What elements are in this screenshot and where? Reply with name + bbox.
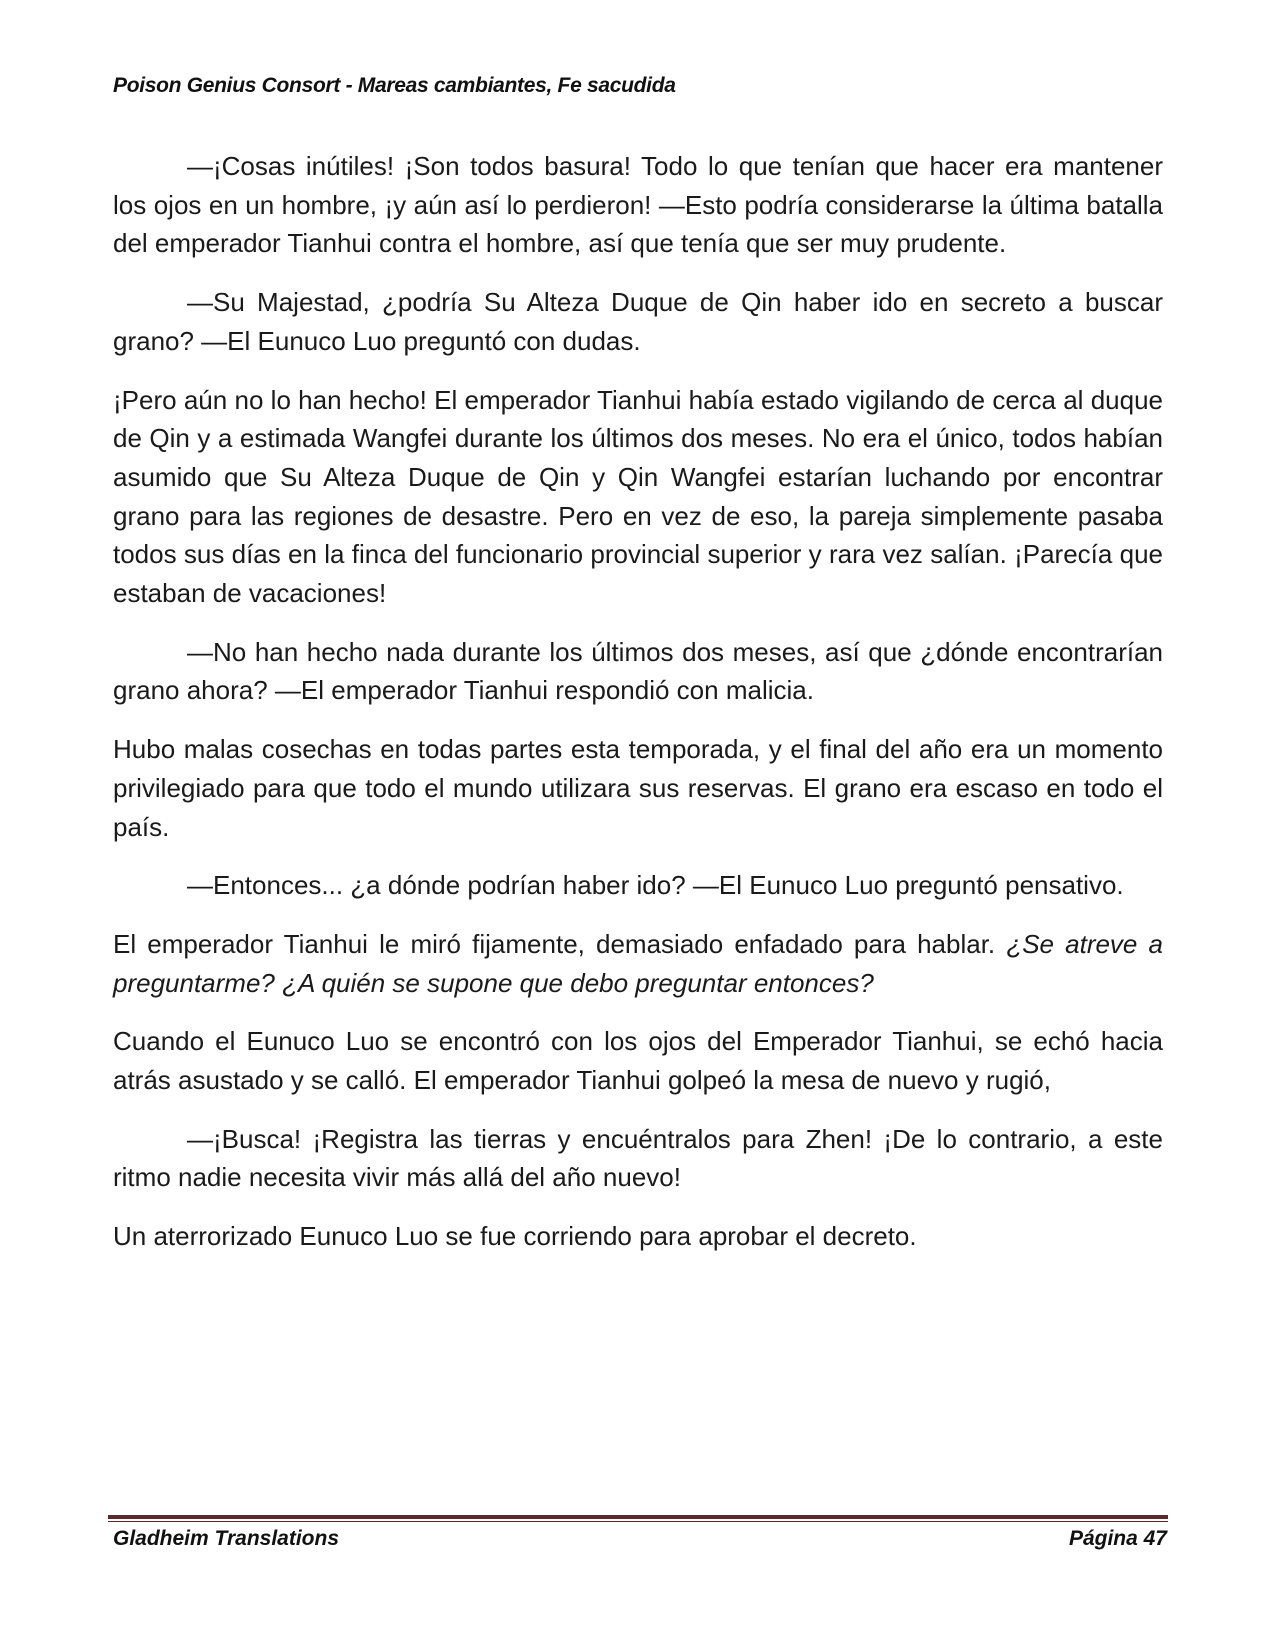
footer-translator-name: Gladheim Translations (113, 1527, 340, 1550)
paragraph-9: —¡Busca! ¡Registra las tierras y encuéntralos para Zhen! ¡De lo contrario, a este ritmo nadie necesita vivir más allá del año nuevo! (113, 1123, 1163, 1193)
paragraph-4: —No han hecho nada durante los últimos dos meses, así que ¿dónde encontrarían grano ahora? —El emperador Tianhui respondió con malicia. (113, 636, 1163, 706)
paragraph-5: Hubo malas cosechas en todas partes esta temporada, y el final del año era un momento privilegiado para que todo el mundo utilizara sus reservas. El grano era escaso en todo el país. (113, 734, 1163, 842)
paragraph-7 (113, 925, 1163, 1002)
paragraph-2: —Su Majestad, ¿podría Su Alteza Duque de Qin haber ido en secreto a buscar grano? —El Eunuco Luo preguntó con dudas. (113, 287, 1163, 356)
footer-divider-thin (108, 1521, 1168, 1522)
paragraph-10: Un aterrorizado Eunuco Luo se fue corriendo para aprobar el decreto. (113, 1221, 917, 1252)
footer-page-number: Página 47 (1068, 1527, 1167, 1550)
paragraph-1: —¡Cosas inútiles! ¡Son todos basura! Todo lo que tenían que hacer era mantener los ojos en un hombre, ¡y aún así lo perdieron! —Esto podría considerarse la última batalla del emperador Tianhui contra el hombre, así que tenía que ser muy prudente. (113, 151, 1163, 259)
footer-divider-thick (108, 1515, 1168, 1519)
paragraph-3: ¡Pero aún no lo han hecho! El emperador Tianhui había estado vigilando de cerca al duque de Qin y a estimada Wangfei durante los últimos dos meses. No era el único, todos habían asumido que Su Alteza Duque de Qin y Qin Wangfei estarían luchando por encontrar grano para las regiones de desastre. Pero en vez de eso, la pareja simplemente pasaba todos sus días en la finca del funcionario provincial superior y rara vez salían. ¡Parecía que estaban de vacaciones! (113, 384, 1163, 609)
page-header-title: Poison Genius Consort - Mareas cambiantes, Fe sacudida (113, 74, 676, 97)
paragraph-6: —Entonces... ¿a dónde podrían haber ido? —El Eunuco Luo preguntó pensativo. (187, 870, 1124, 901)
page-body (113, 147, 1163, 1276)
paragraph-7-text: El emperador Tianhui le miró fijamente, demasiado enfadado para hablar. (113, 928, 996, 959)
paragraph-8: Cuando el Eunuco Luo se encontró con los ojos del Emperador Tianhui, se echó hacia atrás asustado y se calló. El emperador Tianhui golpeó la mesa de nuevo y rugió, (113, 1026, 1163, 1096)
paragraph-7-italic-thought: ¿Se atreve a preguntarme? ¿A quién se supone que debo preguntar entonces? (113, 928, 1163, 998)
